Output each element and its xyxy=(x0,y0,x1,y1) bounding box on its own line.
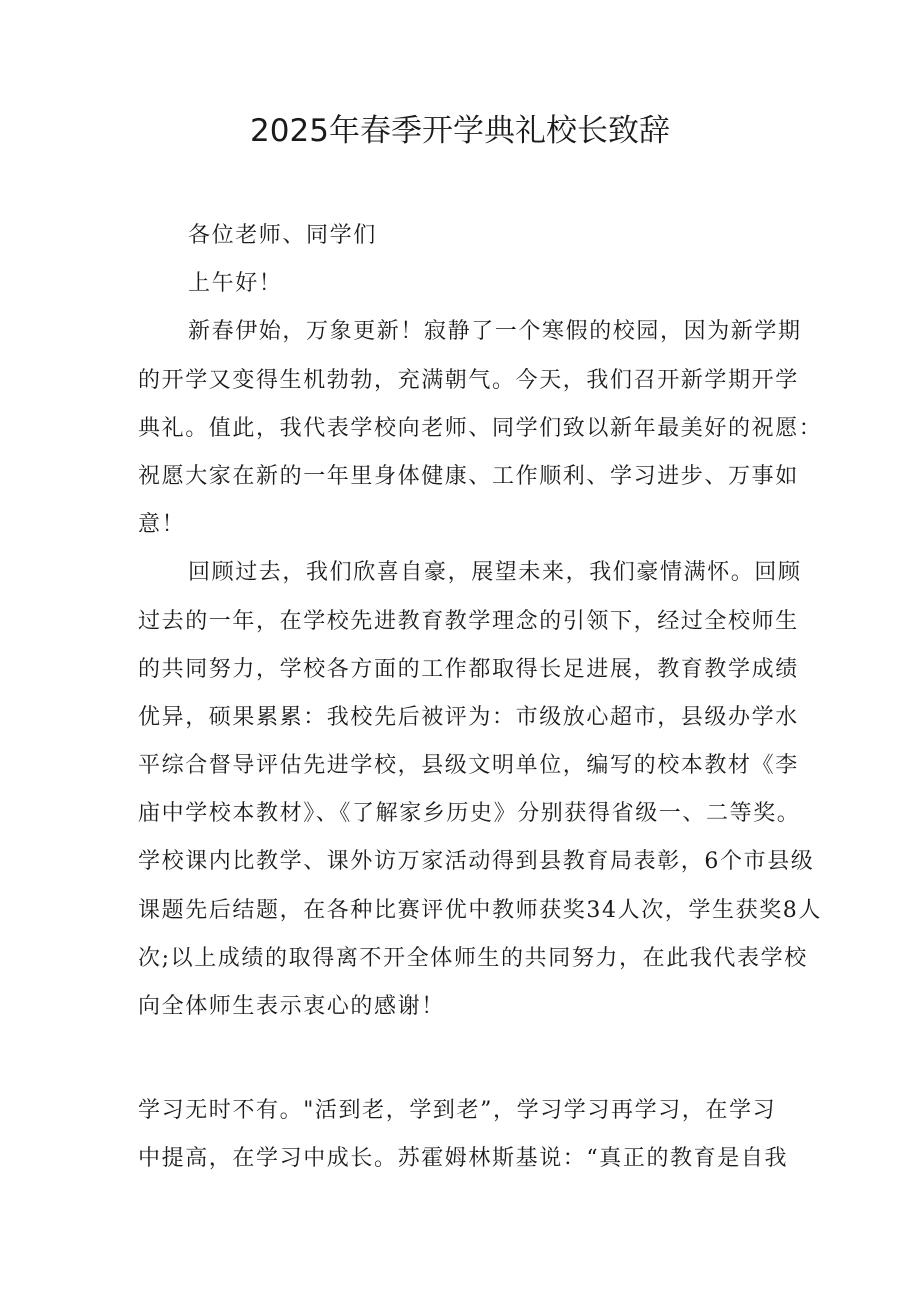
paragraph-opening xyxy=(138,308,823,549)
paragraph-line: 祝愿大家在新的一年里身体健康、工作顺利、学习进步、万事如 xyxy=(138,463,799,489)
paragraph-line: 中提高，在学习中成长。苏霍姆林斯基说：“真正的教育是自我 xyxy=(138,1146,789,1172)
paragraph-line: 典礼。值此，我代表学校向老师、同学们致以新年最美好的祝愿： xyxy=(138,415,823,441)
paragraph-review xyxy=(138,549,822,1031)
paragraph-line: 学习无时不有。"活到老，学到老”，学习学习再学习，在学习 xyxy=(138,1098,777,1123)
paragraph-line: 的共同努力，学校各方面的工作都取得长足进展，教育教学成绩 xyxy=(138,656,799,682)
speech-body-continued xyxy=(138,1087,800,1183)
paragraph-line: 课题先后结题，在各种比赛评优中教师获奖34人次，学生获奖8人 xyxy=(138,897,822,923)
salutation: 各位老师、同学们 xyxy=(188,223,377,248)
paragraph-line: 的开学又变得生机勃勃，充满朝气。今天，我们召开新学期开学 xyxy=(138,367,799,393)
paragraph-line: 过去的一年，在学校先进教育教学理念的引领下，经过全校师生 xyxy=(138,608,799,634)
paragraph-line: 学校课内比教学、课外访万家活动得到县教育局表彰，6个市县级 xyxy=(138,849,815,875)
document-title: 2025年春季开学典礼校长致辞 xyxy=(250,113,670,149)
paragraph-line: 回顾过去，我们欣喜自豪，展望未来，我们豪情满怀。回顾 xyxy=(188,560,802,586)
paragraph-line: 意！ xyxy=(138,512,186,538)
paragraph-line: 次;以上成绩的取得离不开全体师生的共同努力，在此我代表学校 xyxy=(138,945,808,971)
paragraph-line: 庙中学校本教材》、《了解家乡历史》分别获得省级一、二等奖。 xyxy=(138,801,801,827)
paragraph-line: 平综合督导评估先进学校，县级文明单位，编写的校本教材《李 xyxy=(138,753,799,779)
paragraph-learning xyxy=(138,1087,800,1183)
speech-body xyxy=(138,212,823,1031)
paragraph-line: 新春伊始，万象更新！寂静了一个寒假的校园，因为新学期 xyxy=(188,319,802,345)
paragraph-line: 优异，硕果累累：我校先后被评为：市级放心超市，县级办学水 xyxy=(138,704,799,730)
greeting: 上午好！ xyxy=(188,271,283,297)
paragraph-line: 向全体师生表示衷心的感谢！ xyxy=(138,994,445,1019)
